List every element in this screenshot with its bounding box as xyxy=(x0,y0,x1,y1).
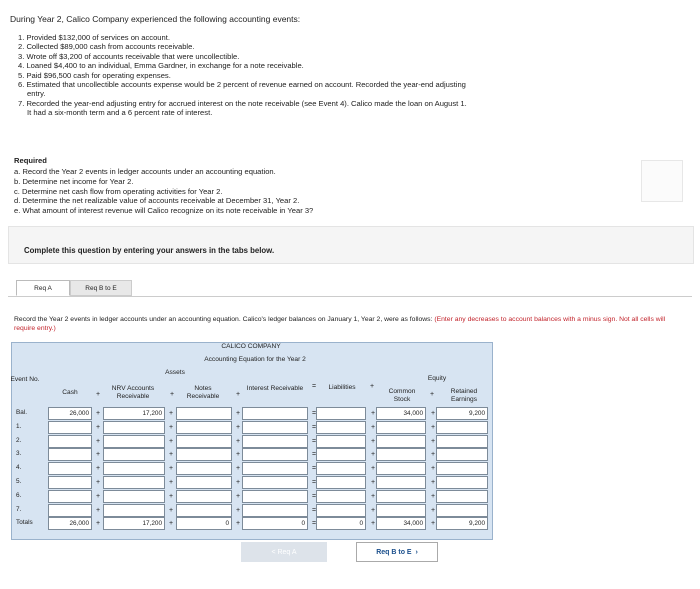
balance-cell: 17,200 xyxy=(103,407,165,420)
entry-input-cell[interactable] xyxy=(316,421,366,434)
entry-input-cell[interactable] xyxy=(48,504,92,517)
prev-label: Req A xyxy=(277,548,297,556)
entry-input-cell[interactable] xyxy=(436,462,488,475)
plus-sign: + xyxy=(95,492,101,500)
events-list xyxy=(18,33,618,118)
total-cell: 34,000 xyxy=(376,517,426,530)
event-5: 5. Paid $96,500 cash for operating expenses. xyxy=(18,70,171,80)
plus-sign: + xyxy=(430,520,436,528)
plus-sign: + xyxy=(430,451,436,459)
total-cell: 0 xyxy=(316,517,366,530)
plus-sign: + xyxy=(370,410,376,417)
next-button[interactable] xyxy=(356,542,438,562)
equals-sign: = xyxy=(311,506,317,514)
plus-sign: + xyxy=(168,410,174,417)
col-cash: Cash xyxy=(62,389,78,396)
event-header: Event No. xyxy=(10,376,40,383)
entry-input-cell[interactable] xyxy=(376,462,426,475)
plus-sign: + xyxy=(168,465,174,473)
instructions-panel xyxy=(8,226,694,264)
entry-input-cell[interactable] xyxy=(316,435,366,448)
plus-sign: + xyxy=(370,492,376,500)
entry-input-cell[interactable] xyxy=(436,504,488,517)
event-7: 7. Recorded the year-end adjusting entry for accrued interest on the note receivable (see Event 4). Calico made the loan on August 1. xyxy=(18,98,467,108)
event-4: 4. Loaned $4,400 to an individual, Emma Gardner, in exchange for a note receivable. xyxy=(18,61,304,71)
entry-input-cell[interactable] xyxy=(376,448,426,461)
entry-input-cell[interactable] xyxy=(103,421,165,434)
balance-cell: 9,200 xyxy=(436,407,488,420)
plus-sign: + xyxy=(370,437,376,445)
required-a: a. Record the Year 2 events in ledger accounts under an accounting equation. xyxy=(14,167,276,176)
entry-input-cell[interactable] xyxy=(242,435,308,448)
plus-sign: + xyxy=(235,465,241,473)
entry-input-cell[interactable] xyxy=(242,476,308,489)
entry-input-cell[interactable] xyxy=(103,504,165,517)
entry-input-cell[interactable] xyxy=(48,476,92,489)
col-liabilities: Liabilities xyxy=(328,384,356,391)
entry-input-cell[interactable] xyxy=(176,435,232,448)
entry-input-cell[interactable] xyxy=(103,490,165,503)
row-label: 3. xyxy=(16,450,22,458)
plus-sign: + xyxy=(370,520,376,528)
entry-input-cell[interactable] xyxy=(242,462,308,475)
complete-message: Complete this question by entering your answers in the tabs below. xyxy=(24,246,275,255)
col-interest-receivable: Interest Receivable xyxy=(246,385,304,392)
intro-text: During Year 2, Calico Company experienced the following accounting events: xyxy=(10,14,301,24)
total-cell: 9,200 xyxy=(436,517,488,530)
plus-sign: + xyxy=(235,479,241,486)
balance-cell xyxy=(316,407,366,420)
entry-input-cell[interactable] xyxy=(48,421,92,434)
entry-input-cell[interactable] xyxy=(242,490,308,503)
entry-input-cell[interactable] xyxy=(316,504,366,517)
required-e: e. What amount of interest revenue will Calico recognize on its note receivable in Year 3? xyxy=(14,206,314,216)
plus-sign: + xyxy=(168,437,174,445)
balance-cell: 26,000 xyxy=(48,407,92,420)
plus-sign: + xyxy=(95,520,101,528)
row-label: 5. xyxy=(16,478,22,485)
plus-sign: + xyxy=(235,492,241,500)
tab-req-b-to-e[interactable]: Req B to E xyxy=(70,280,132,296)
total-cell: 26,000 xyxy=(48,517,92,530)
entry-input-cell[interactable] xyxy=(316,490,366,503)
row-label: 2. xyxy=(16,436,22,444)
event-7-cont: It had a six-month term and a 6 percent rate of interest. xyxy=(27,108,213,118)
entry-input-cell[interactable] xyxy=(103,476,165,489)
entry-input-cell[interactable] xyxy=(176,504,232,517)
total-cell: 0 xyxy=(176,517,232,530)
plus-sign: + xyxy=(169,391,175,398)
equity-label: Equity xyxy=(427,375,447,382)
entry-input-cell[interactable] xyxy=(376,435,426,448)
col-accounts-receivable: NRV Accounts Receivable xyxy=(111,385,155,400)
entry-input-cell[interactable] xyxy=(176,462,232,475)
entry-input-cell[interactable] xyxy=(242,504,308,517)
equals-sign: = xyxy=(311,423,317,431)
row-label: Bal. xyxy=(16,409,28,416)
required-title: Required xyxy=(14,156,47,165)
plus-sign: + xyxy=(430,479,436,486)
plus-sign: + xyxy=(369,383,375,390)
plus-sign: + xyxy=(430,492,436,500)
event-6: 6. Estimated that uncollectible accounts expense would be 2 percent of revenue earned on account. Recorded the year-end adjusting xyxy=(18,80,466,90)
equals-sign: = xyxy=(311,383,317,390)
entry-input-cell[interactable] xyxy=(436,421,488,434)
entry-input-cell[interactable] xyxy=(103,462,165,475)
plus-sign: + xyxy=(235,437,241,445)
col-notes-receivable: Notes Receivable xyxy=(186,385,220,400)
equals-sign: = xyxy=(311,465,317,473)
plus-sign: + xyxy=(235,410,241,417)
entry-input-cell[interactable] xyxy=(316,448,366,461)
row-label: 4. xyxy=(16,464,22,472)
entry-input-cell[interactable] xyxy=(176,490,232,503)
table-title: Accounting Equation for the Year 2 xyxy=(204,356,306,363)
plus-sign: + xyxy=(430,437,436,445)
company-name: CALICO COMPANY xyxy=(221,343,281,350)
row-label: 1. xyxy=(16,422,22,430)
plus-sign: + xyxy=(168,492,174,500)
chevron-right-icon: › xyxy=(415,548,418,556)
required-d: d. Determine the net realizable value of accounts receivable at December 31, Year 2. xyxy=(14,196,300,206)
plus-sign: + xyxy=(370,423,376,431)
plus-sign: + xyxy=(235,423,241,431)
plus-sign: + xyxy=(168,479,174,486)
entry-input-cell[interactable] xyxy=(376,476,426,489)
plus-sign: + xyxy=(168,506,174,514)
plus-sign: + xyxy=(235,506,241,514)
plus-sign: + xyxy=(168,451,174,459)
entry-input-cell[interactable] xyxy=(436,490,488,503)
instruction-warning: (Enter any decreases to account balances with a minus sign. Not all cells will require entry.) xyxy=(14,316,666,332)
equals-sign: = xyxy=(311,492,317,500)
row-label: Totals xyxy=(16,519,33,527)
plus-sign: + xyxy=(95,391,101,398)
equals-sign: = xyxy=(311,520,317,528)
balance-cell xyxy=(242,407,308,420)
entry-input-cell[interactable] xyxy=(436,448,488,461)
col-retained-earnings: Retained Earnings xyxy=(450,388,478,403)
tab-req-a[interactable]: Req A xyxy=(16,280,70,296)
plus-sign: + xyxy=(430,465,436,473)
entry-input-cell[interactable] xyxy=(376,490,426,503)
event-2: 2. Collected $89,000 cash from accounts receivable. xyxy=(18,42,195,52)
equals-sign: = xyxy=(311,437,317,445)
plus-sign: + xyxy=(95,451,101,459)
prev-button[interactable]: < Req A xyxy=(241,542,327,562)
plus-sign: + xyxy=(235,520,241,528)
event-3: 3. Wrote off $3,200 of accounts receivable that were uncollectible. xyxy=(18,51,240,61)
entry-input-cell[interactable] xyxy=(316,476,366,489)
next-label: Req B to E xyxy=(376,548,412,556)
equals-sign: = xyxy=(311,451,317,459)
entry-input-cell[interactable] xyxy=(316,462,366,475)
instruction-text: Record the Year 2 events in ledger accounts under an accounting equation. Calico's ledger balances on January 1, Year 2, were as follows: xyxy=(14,316,435,323)
plus-sign: + xyxy=(235,451,241,459)
entry-input-cell[interactable] xyxy=(48,448,92,461)
entry-input-cell[interactable] xyxy=(242,448,308,461)
balance-cell: 34,000 xyxy=(376,407,426,420)
plus-sign: + xyxy=(370,465,376,473)
required-c: c. Determine net cash flow from operating activities for Year 2. xyxy=(14,186,223,196)
plus-sign: + xyxy=(95,506,101,514)
plus-sign: + xyxy=(430,410,436,417)
plus-sign: + xyxy=(95,410,101,417)
entry-input-cell[interactable] xyxy=(176,448,232,461)
plus-sign: + xyxy=(429,391,435,398)
plus-sign: + xyxy=(430,423,436,431)
event-6-cont: entry. xyxy=(27,89,46,99)
table-instruction xyxy=(14,315,686,333)
equals-sign: = xyxy=(311,479,317,486)
plus-sign: + xyxy=(370,506,376,514)
plus-sign: + xyxy=(370,479,376,486)
entry-input-cell[interactable] xyxy=(242,421,308,434)
plus-sign: + xyxy=(95,437,101,445)
balance-cell xyxy=(176,407,232,420)
plus-sign: + xyxy=(168,423,174,431)
assets-label: Assets xyxy=(165,369,185,376)
entry-input-cell[interactable] xyxy=(376,421,426,434)
row-label: 7. xyxy=(16,505,22,513)
total-cell: 0 xyxy=(242,517,308,530)
plus-sign: + xyxy=(95,465,101,473)
entry-input-cell[interactable] xyxy=(176,421,232,434)
entry-input-cell[interactable] xyxy=(103,448,165,461)
required-b: b. Determine net income for Year 2. xyxy=(14,176,134,186)
entry-input-cell[interactable] xyxy=(176,476,232,489)
equals-sign: = xyxy=(311,410,317,417)
entry-input-cell[interactable] xyxy=(436,435,488,448)
plus-sign: + xyxy=(235,391,241,398)
entry-input-cell[interactable] xyxy=(436,476,488,489)
entry-input-cell[interactable] xyxy=(376,504,426,517)
entry-input-cell[interactable] xyxy=(48,435,92,448)
plus-sign: + xyxy=(370,451,376,459)
required-list xyxy=(14,167,313,216)
plus-sign: + xyxy=(168,520,174,528)
entry-input-cell[interactable] xyxy=(48,490,92,503)
entry-input-cell[interactable] xyxy=(103,435,165,448)
plus-sign: + xyxy=(95,479,101,486)
entry-input-cell[interactable] xyxy=(48,462,92,475)
event-1: 1. Provided $132,000 of services on account. xyxy=(18,33,170,42)
plus-sign: + xyxy=(95,423,101,431)
col-common-stock: Common Stock xyxy=(388,388,416,403)
plus-sign: + xyxy=(430,506,436,514)
total-cell: 17,200 xyxy=(103,517,165,530)
row-label: 6. xyxy=(16,491,22,499)
tools-icon[interactable] xyxy=(641,160,683,202)
